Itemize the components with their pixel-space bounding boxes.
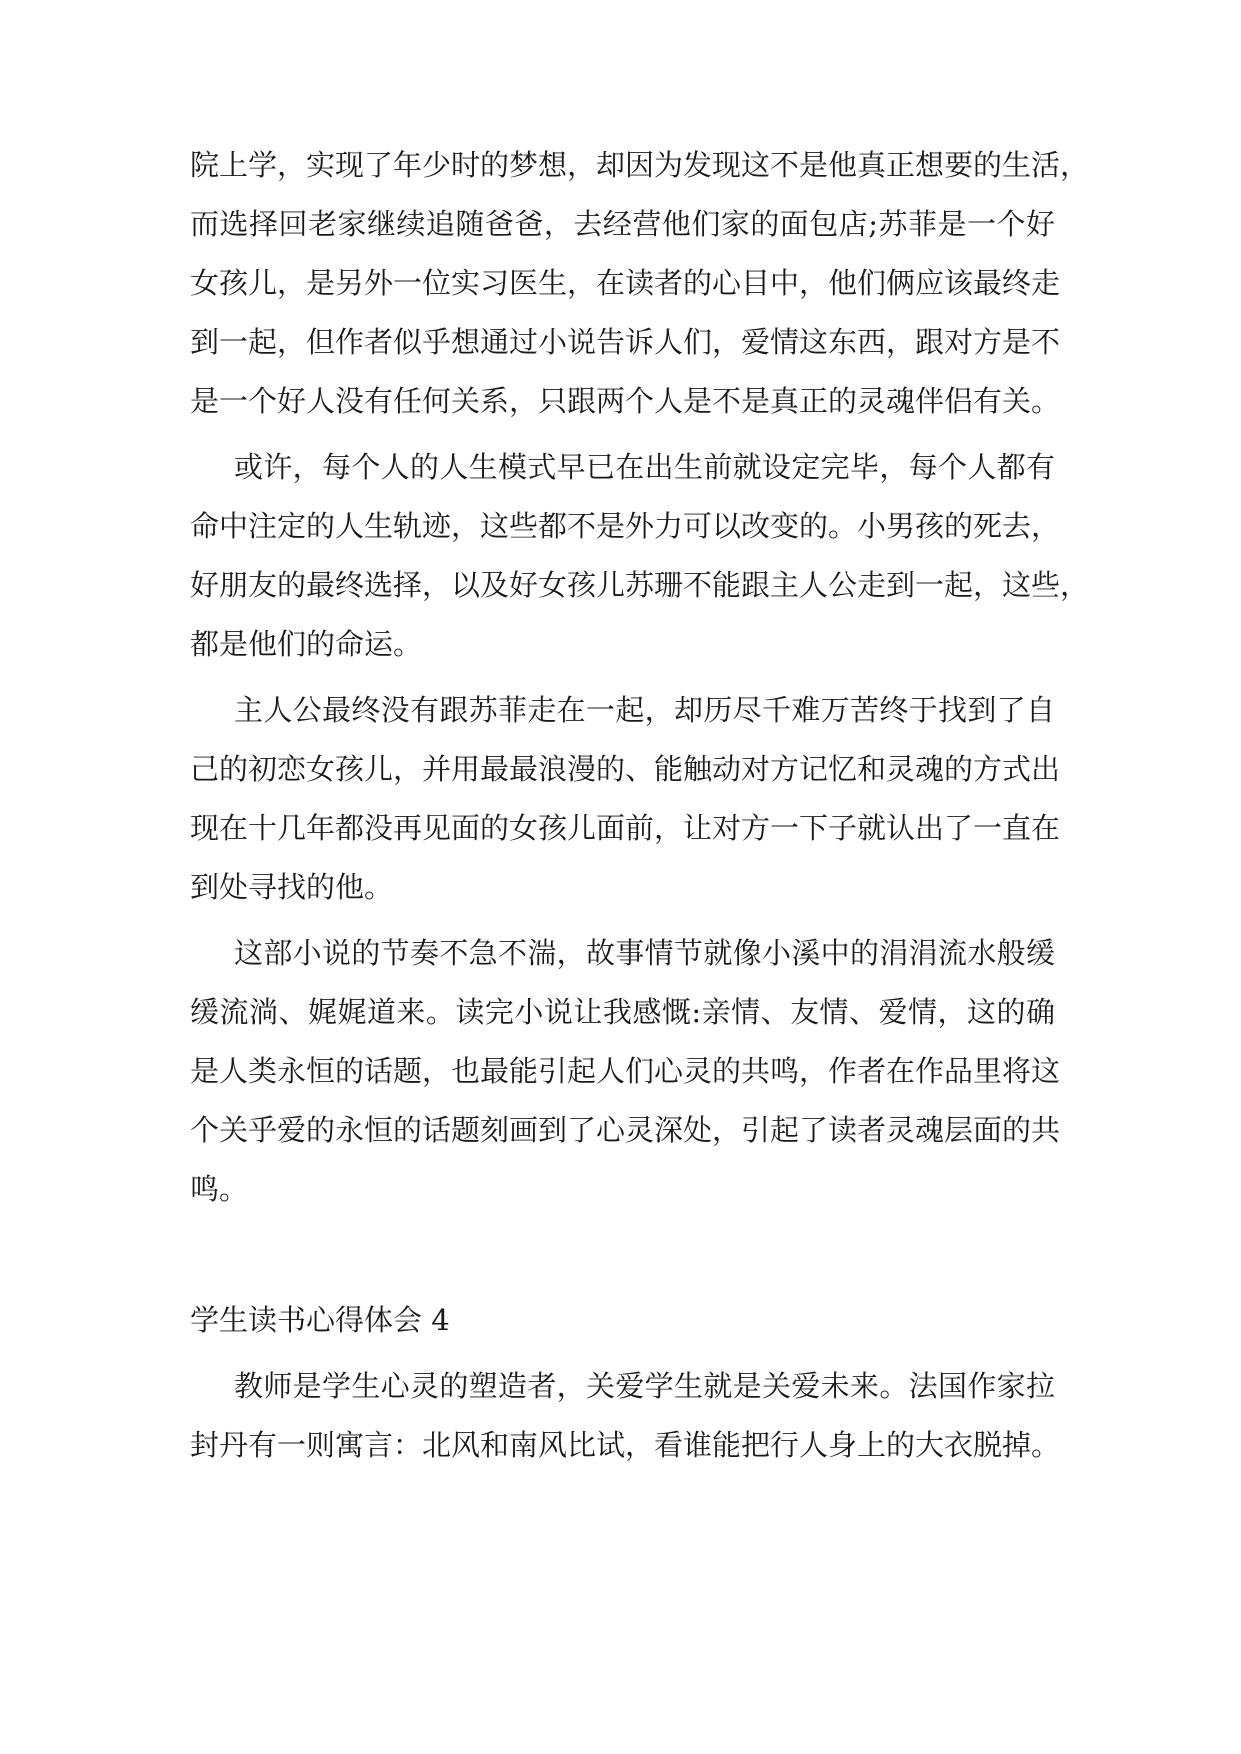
text-line: 封丹有一则寓言：北风和南风比试，看谁能把行人身上的大衣脱掉。	[190, 1428, 1061, 1462]
document-page	[190, 0, 1090, 1754]
text-line: 或许，每个人的人生模式早已在出生前就设定完毕，每个人都有	[234, 450, 1055, 484]
text-line: 到一起，但作者似乎想通过小说告诉人们，爱情这东西，跟对方是不	[190, 325, 1061, 359]
text-line: 女孩儿，是另外一位实习医生，在读者的心目中，他们俩应该最终走	[190, 266, 1061, 300]
text-line: 都是他们的命运。	[190, 627, 423, 661]
text-line: 现在十几年都没再见面的女孩儿面前，让对方一下子就认出了一直在	[190, 811, 1061, 845]
text-line: 教师是学生心灵的塑造者，关爱学生就是关爱未来。法国作家拉	[234, 1369, 1055, 1403]
text-line: 好朋友的最终选择，以及好女孩儿苏珊不能跟主人公走到一起，这些，	[190, 568, 1090, 602]
text-line: 这部小说的节奏不急不湍，故事情节就像小溪中的涓涓流水般缓	[234, 936, 1055, 970]
text-line: 到处寻找的他。	[190, 870, 394, 904]
text-line: 是一个好人没有任何关系，只跟两个人是不是真正的灵魂伴侣有关。	[190, 384, 1061, 418]
text-line: 而选择回老家继续追随爸爸，去经营他们家的面包店;苏菲是一个好	[190, 207, 1055, 241]
section-heading: 学生读书心得体会 4	[190, 1303, 450, 1337]
text-line: 缓流淌、娓娓道来。读完小说让我感慨:亲情、友情、爱情，这的确	[190, 995, 1055, 1029]
text-line: 是人类永恒的话题，也最能引起人们心灵的共鸣，作者在作品里将这	[190, 1054, 1061, 1088]
text-line: 院上学，实现了年少时的梦想，却因为发现这不是他真正想要的生活，	[190, 148, 1090, 182]
text-line: 命中注定的人生轨迹，这些都不是外力可以改变的。小男孩的死去，	[190, 509, 1061, 543]
text-line: 己的初恋女孩儿，并用最最浪漫的、能触动对方记忆和灵魂的方式出	[190, 752, 1061, 786]
text-line: 主人公最终没有跟苏菲走在一起，却历尽千难万苦终于找到了自	[234, 693, 1055, 727]
text-line: 个关乎爱的永恒的话题刻画到了心灵深处，引起了读者灵魂层面的共	[190, 1113, 1061, 1147]
text-line: 鸣。	[190, 1172, 249, 1206]
